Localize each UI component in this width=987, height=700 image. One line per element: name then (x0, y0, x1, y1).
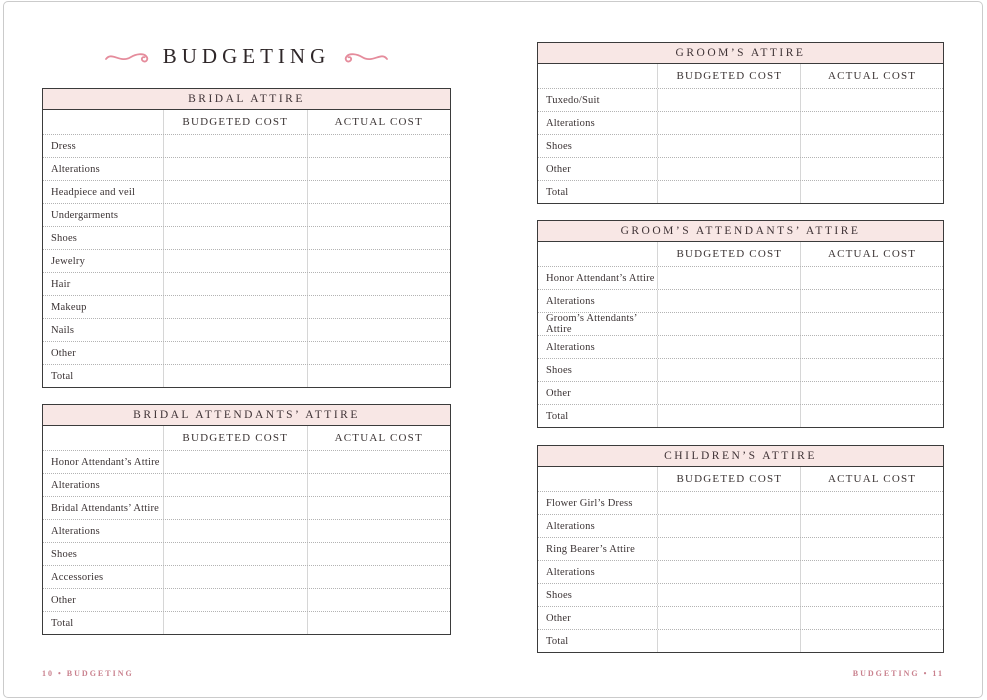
table-row (43, 318, 450, 341)
row-label: Total (546, 410, 569, 422)
budget-table-grooms-attendants-attire (537, 220, 944, 428)
table-row (538, 358, 943, 381)
table-row (538, 537, 943, 560)
table-row (43, 203, 450, 226)
table-row (538, 289, 943, 312)
budgeted-cost-cell (657, 515, 800, 537)
table-column-headers (538, 64, 943, 88)
actual-cost-cell (800, 515, 943, 537)
budgeted-cost-cell (163, 273, 306, 295)
table-row (43, 588, 450, 611)
actual-cost-cell (307, 543, 450, 565)
table-row (538, 134, 943, 157)
table-title: BRIDAL ATTIRE (43, 89, 450, 110)
budgeted-cost-cell (163, 474, 306, 496)
actual-cost-cell (307, 589, 450, 611)
budget-table-childrens-attire (537, 445, 944, 653)
budgeted-cost-column-header: BUDGETED COST (657, 467, 800, 491)
row-label: Bridal Attendants’ Attire (51, 502, 160, 514)
budgeted-cost-cell (163, 227, 306, 249)
actual-cost-cell (800, 89, 943, 111)
table-row (538, 491, 943, 514)
row-label: Alterations (546, 520, 595, 532)
budgeted-cost-cell (163, 135, 306, 157)
row-label: Headpiece and veil (51, 186, 136, 198)
row-label: Nails (51, 324, 75, 336)
row-label: Makeup (51, 301, 87, 313)
actual-cost-cell (307, 227, 450, 249)
table-row (538, 514, 943, 537)
table-title: BRIDAL ATTENDANTS’ ATTIRE (43, 405, 450, 426)
row-label: Groom’s Attendants’ Attire (546, 313, 637, 335)
budgeted-cost-cell (163, 296, 306, 318)
budgeted-cost-cell (657, 336, 800, 358)
row-label: Total (51, 617, 74, 629)
table-title: GROOM’S ATTENDANTS’ ATTIRE (538, 221, 943, 242)
table-row (538, 111, 943, 134)
actual-cost-cell (800, 181, 943, 203)
table-row (538, 583, 943, 606)
actual-cost-cell (800, 135, 943, 157)
page-title: BUDGETING (162, 44, 331, 68)
budgeted-cost-cell (163, 250, 306, 272)
budgeted-cost-column-header: BUDGETED COST (657, 242, 800, 266)
row-label: Dress (51, 140, 76, 152)
table-title: GROOM’S ATTIRE (538, 43, 943, 64)
actual-cost-cell (800, 538, 943, 560)
actual-cost-cell (800, 336, 943, 358)
row-label: Alterations (546, 566, 595, 578)
row-label: Alterations (546, 341, 595, 353)
row-label: Total (51, 370, 74, 382)
table-row (43, 272, 450, 295)
row-label: Alterations (51, 163, 100, 175)
actual-cost-cell (800, 290, 943, 312)
row-label: Alterations (546, 295, 595, 307)
actual-cost-cell (307, 451, 450, 473)
actual-cost-cell (800, 382, 943, 404)
row-label: Undergarments (51, 209, 119, 221)
budgeted-cost-cell (163, 181, 306, 203)
row-label: Shoes (51, 232, 78, 244)
actual-cost-cell (307, 135, 450, 157)
budgeted-cost-cell (657, 607, 800, 629)
budgeted-cost-cell (163, 158, 306, 180)
row-label: Total (546, 635, 569, 647)
table-column-headers (538, 242, 943, 266)
budgeted-cost-cell (657, 561, 800, 583)
table-row (43, 496, 450, 519)
row-label: Alterations (51, 479, 100, 491)
budgeted-cost-cell (163, 497, 306, 519)
actual-cost-column-header: ACTUAL COST (800, 467, 943, 491)
row-label: Other (546, 387, 571, 399)
actual-cost-cell (800, 630, 943, 652)
row-label: Hair (51, 278, 71, 290)
budgeted-cost-cell (163, 589, 306, 611)
row-label: Other (51, 347, 76, 359)
budgeted-cost-column-header: BUDGETED COST (657, 64, 800, 88)
actual-cost-cell (800, 607, 943, 629)
table-row (43, 226, 450, 249)
budgeted-cost-cell (163, 342, 306, 364)
flourish-right-icon (340, 47, 388, 67)
budgeted-cost-cell (163, 612, 306, 634)
budgeted-cost-column-header: BUDGETED COST (163, 426, 306, 450)
actual-cost-cell (307, 204, 450, 226)
budgeted-cost-cell (657, 492, 800, 514)
budgeted-cost-cell (163, 566, 306, 588)
budgeted-cost-cell (163, 451, 306, 473)
actual-cost-cell (800, 313, 943, 335)
budget-table-grooms-attire (537, 42, 944, 204)
table-row (43, 565, 450, 588)
actual-cost-cell (307, 342, 450, 364)
table-row (43, 450, 450, 473)
footer-page-left: 10 • BUDGETING (42, 669, 134, 678)
actual-cost-cell (800, 584, 943, 606)
actual-cost-cell (307, 497, 450, 519)
table-row (43, 180, 450, 203)
budgeted-cost-cell (657, 382, 800, 404)
table-body (538, 266, 943, 427)
budget-table-bridal-attire (42, 88, 451, 388)
budgeted-cost-cell (657, 538, 800, 560)
actual-cost-cell (800, 405, 943, 427)
table-body (43, 450, 450, 634)
actual-cost-column-header: ACTUAL COST (800, 242, 943, 266)
table-row (43, 134, 450, 157)
budgeted-cost-cell (163, 543, 306, 565)
actual-cost-cell (307, 158, 450, 180)
actual-cost-cell (307, 296, 450, 318)
actual-cost-cell (307, 566, 450, 588)
flourish-left-icon (105, 47, 153, 67)
row-label: Tuxedo/Suit (546, 94, 600, 106)
budgeted-cost-cell (163, 319, 306, 341)
item-column-header (538, 242, 657, 266)
budgeted-cost-cell (657, 135, 800, 157)
row-label: Flower Girl’s Dress (546, 497, 633, 509)
actual-cost-cell (307, 273, 450, 295)
budgeted-cost-cell (657, 290, 800, 312)
row-label: Ring Bearer’s Attire (546, 543, 635, 555)
table-body (538, 491, 943, 652)
item-column-header (43, 110, 163, 134)
budgeted-cost-column-header: BUDGETED COST (163, 110, 306, 134)
table-row (538, 88, 943, 111)
actual-cost-cell (307, 181, 450, 203)
table-row (538, 404, 943, 427)
row-label: Other (546, 163, 571, 175)
row-label: Honor Attendant’s Attire (51, 456, 160, 468)
table-row (43, 295, 450, 318)
actual-cost-cell (307, 365, 450, 387)
actual-cost-cell (800, 267, 943, 289)
table-row (538, 335, 943, 358)
budgeted-cost-cell (163, 520, 306, 542)
row-label: Alterations (546, 117, 595, 129)
actual-cost-cell (800, 158, 943, 180)
table-row (43, 611, 450, 634)
actual-cost-cell (800, 561, 943, 583)
item-column-header (538, 64, 657, 88)
actual-cost-cell (800, 112, 943, 134)
footer-page-right: BUDGETING • 11 (852, 669, 944, 678)
table-body (43, 134, 450, 387)
item-column-header (538, 467, 657, 491)
actual-cost-cell (307, 474, 450, 496)
budgeted-cost-cell (657, 313, 800, 335)
actual-cost-cell (307, 520, 450, 542)
row-label: Accessories (51, 571, 104, 583)
row-label: Total (546, 186, 569, 198)
budgeted-cost-cell (657, 267, 800, 289)
table-column-headers (43, 426, 450, 450)
row-label: Shoes (546, 140, 573, 152)
table-row (538, 180, 943, 203)
item-column-header (43, 426, 163, 450)
actual-cost-cell (800, 492, 943, 514)
actual-cost-cell (307, 250, 450, 272)
budgeted-cost-cell (657, 405, 800, 427)
actual-cost-cell (800, 359, 943, 381)
table-row (43, 249, 450, 272)
budgeted-cost-cell (657, 89, 800, 111)
row-label: Jewelry (51, 255, 86, 267)
budgeted-cost-cell (163, 365, 306, 387)
table-row (43, 473, 450, 496)
table-row (538, 560, 943, 583)
table-column-headers (43, 110, 450, 134)
row-label: Alterations (51, 525, 100, 537)
actual-cost-cell (307, 612, 450, 634)
budgeted-cost-cell (657, 630, 800, 652)
actual-cost-column-header: ACTUAL COST (800, 64, 943, 88)
row-label: Other (51, 594, 76, 606)
row-label: Other (546, 612, 571, 624)
table-row (43, 157, 450, 180)
table-row (538, 606, 943, 629)
budgeted-cost-cell (657, 359, 800, 381)
table-row (538, 381, 943, 404)
row-label: Shoes (51, 548, 78, 560)
table-row (43, 341, 450, 364)
row-label: Shoes (546, 589, 573, 601)
actual-cost-column-header: ACTUAL COST (307, 426, 450, 450)
table-row (538, 266, 943, 289)
table-column-headers (538, 467, 943, 491)
actual-cost-cell (307, 319, 450, 341)
table-row (43, 519, 450, 542)
row-label: Honor Attendant’s Attire (546, 272, 655, 284)
page-title-block (42, 44, 451, 69)
table-row (43, 542, 450, 565)
table-row (43, 364, 450, 387)
table-body (538, 88, 943, 203)
budgeted-cost-cell (657, 181, 800, 203)
budgeted-cost-cell (657, 158, 800, 180)
budgeted-cost-cell (657, 584, 800, 606)
table-row (538, 157, 943, 180)
budgeted-cost-cell (163, 204, 306, 226)
budgeted-cost-cell (657, 112, 800, 134)
row-label: Shoes (546, 364, 573, 376)
table-row (538, 629, 943, 652)
table-title: CHILDREN’S ATTIRE (538, 446, 943, 467)
budget-table-bridal-attendants-attire (42, 404, 451, 635)
actual-cost-column-header: ACTUAL COST (307, 110, 450, 134)
table-row (538, 312, 943, 335)
